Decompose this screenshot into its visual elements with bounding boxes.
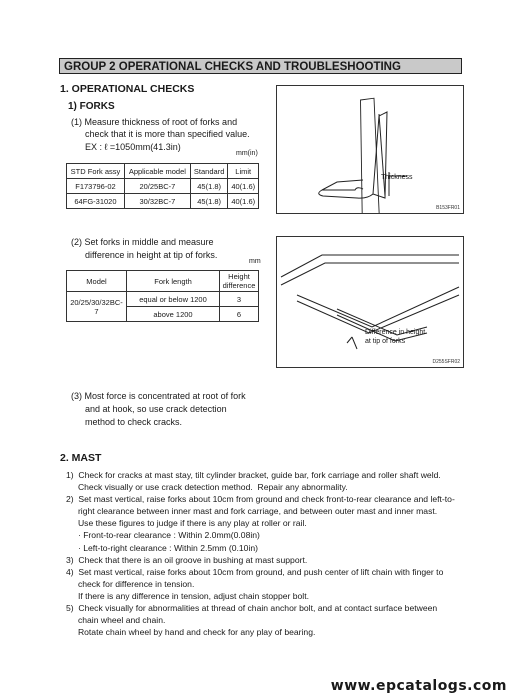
table-cell: 20/25BC-7	[124, 179, 190, 194]
list-item: Use these figures to judge if there is any play at roller or rail.	[66, 518, 307, 529]
list-item: If there is any difference in tension, adjust chain stopper bolt.	[66, 590, 309, 601]
table-header-cell: Standard	[190, 164, 228, 179]
list-item: right clearance between inner mast and fork carriage, and between outer mast and inner mast.	[66, 506, 438, 517]
table2-unit: mm	[249, 258, 261, 265]
figure1-code: B153FR01	[436, 205, 460, 211]
fork-thickness-figure	[276, 85, 464, 214]
table-cell: 6	[220, 307, 259, 322]
list-item: 5) Check visually for abnormalities at thread of chain anchor bolt, and at contact surface between	[66, 603, 438, 614]
item1-example: EX : ℓ =1050mm(41.3in)	[85, 142, 181, 152]
table-row	[67, 179, 259, 194]
item3-line1: (3) Most force is concentrated at root of fork	[71, 391, 246, 401]
table-cell: 64FG-31020	[67, 194, 125, 209]
table-header-cell: Height difference	[220, 271, 259, 292]
table-cell: F173796-02	[67, 179, 125, 194]
table-row	[67, 292, 259, 307]
table-cell: 20/25/30/32BC-7	[67, 292, 127, 322]
table-row	[67, 194, 259, 209]
list-item: 4) Set mast vertical, raise forks about 10cm from ground, and push center of lift chain with finger to	[66, 566, 444, 577]
item1-line1: (1) Measure thickness of root of forks and	[71, 117, 238, 127]
item2-line1: (2) Set forks in middle and measure	[71, 237, 214, 247]
table-cell: equal or below 1200	[127, 292, 220, 307]
table-cell: 40(1.6)	[228, 179, 259, 194]
table-header-row	[67, 271, 259, 292]
table-cell: above 1200	[127, 307, 220, 322]
table-header-cell: Limit	[228, 164, 259, 179]
list-item: chain wheel and chain.	[66, 615, 166, 626]
list-item: Rotate chain wheel by hand and check for any play of bearing.	[66, 627, 316, 638]
fork-thickness-illustration	[277, 86, 463, 213]
fork-height-figure	[276, 236, 464, 368]
difference-label-line1: Difference in height	[365, 329, 426, 336]
figure2-code: D255SFR02	[432, 359, 460, 365]
list-item: · Left-to-right clearance : Within 2.5mm (0.10in)	[66, 542, 258, 553]
table-cell: 3	[220, 292, 259, 307]
list-item: · Front-to-rear clearance : Within 2.0mm(0.08in)	[66, 530, 260, 541]
item3-line3: method to check cracks.	[85, 417, 183, 427]
section-1-title: 1. OPERATIONAL CHECKS	[60, 83, 195, 95]
section-2-title: 2. MAST	[60, 452, 102, 464]
list-item: check for difference in tension.	[66, 578, 195, 589]
table-header-cell: Applicable model	[124, 164, 190, 179]
table-header-cell: STD Fork assy	[67, 164, 125, 179]
thickness-label: Thickness	[381, 174, 413, 181]
list-item: Check visually or use crack detection method. Repair any abnormality.	[66, 482, 348, 493]
list-item: 3) Check that there is an oil groove in bushing at mast support.	[66, 554, 308, 565]
table-cell: 30/32BC-7	[124, 194, 190, 209]
item2-line2: difference in height at tip of forks.	[85, 250, 218, 260]
fork-height-illustration	[277, 237, 463, 367]
table1-unit: mm(in)	[236, 150, 258, 157]
height-difference-table	[66, 270, 259, 322]
forks-subtitle: 1) FORKS	[68, 101, 115, 112]
table-cell: 45(1.8)	[190, 194, 228, 209]
table-header-row	[67, 164, 259, 179]
table-header-cell: Model	[67, 271, 127, 292]
table-cell: 40(1.6)	[228, 194, 259, 209]
group-title-bar: GROUP 2 OPERATIONAL CHECKS AND TROUBLESHOOTING	[59, 58, 462, 74]
difference-label-line2: at tip of forks	[365, 338, 406, 345]
fork-spec-table	[66, 163, 259, 209]
list-item: 2) Set mast vertical, raise forks about 10cm from ground and check front-to-rear clearance and left-to-	[66, 494, 455, 505]
watermark-link[interactable]: www.epcatalogs.com	[330, 678, 507, 694]
item3-line2: and at hook, so use crack detection	[85, 404, 227, 414]
mast-check-list	[66, 469, 466, 638]
item1-line2: check that it is more than specified value.	[85, 129, 250, 139]
table-cell: 45(1.8)	[190, 179, 228, 194]
list-item: 1) Check for cracks at mast stay, tilt cylinder bracket, guide bar, fork carriage and roller shaft weld.	[66, 470, 441, 480]
table-header-cell: Fork length	[127, 271, 220, 292]
